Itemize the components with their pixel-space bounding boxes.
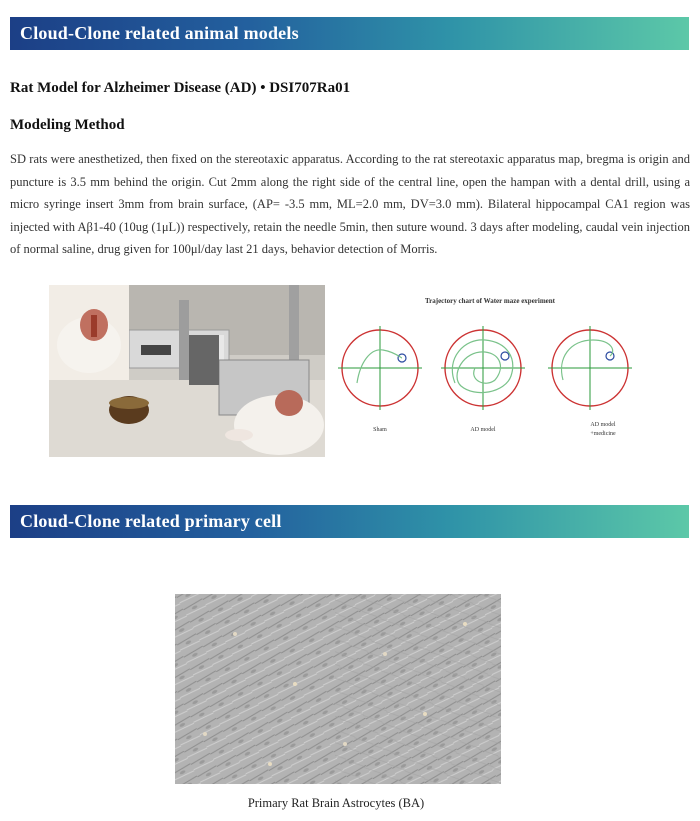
maze-pool-sham <box>338 326 422 410</box>
lab-photo <box>49 285 325 457</box>
chart-title: Trajectory chart of Water maze experiment <box>424 297 556 305</box>
method-heading: Modeling Method <box>10 117 125 133</box>
pool-label-ad-model: AD model <box>470 427 496 433</box>
section-banner-animal-models <box>10 17 689 50</box>
maze-pool-ad-model-medicine <box>548 326 632 410</box>
section-title: Cloud-Clone related animal models <box>20 23 299 43</box>
micrograph-image <box>175 594 501 784</box>
section-banner-primary-cell <box>10 505 689 538</box>
section-title: Cloud-Clone related primary cell <box>20 511 282 531</box>
pool-label-medicine: +medicine <box>590 431 616 437</box>
maze-pool-ad-model <box>441 326 525 410</box>
model-title: Rat Model for Alzheimer Disease (AD) • DSI707Ra01 <box>10 80 351 96</box>
pool-label-sham: Sham <box>373 427 387 433</box>
astrocyte-micrograph <box>175 594 501 784</box>
micrograph-caption: Primary Rat Brain Astrocytes (BA) <box>247 796 425 810</box>
method-paragraph: SD rats were anesthetized, then fixed on the stereotaxic apparatus. According to the rat stereotaxic apparatus map, bregma is origin and puncture is 3.5 mm behind the origin. Cut 2mm along the right side of the central line, open the hampan with a dental drill, using a micro syringe insert 3mm from brain surface, (AP= -3.5 mm, ML=2.0 mm, DV=3.0 mm). Bilateral hippocampal CA1 region was injected with Aβ1-40 (10ug (1μL)) respectively, retain the needle 5min, then suture wound. 3 days after modeling, caudal vein injection of normal saline, drug given for 100μl/day last 21 days, behavior detection of Morris. <box>10 152 690 256</box>
water-maze-trajectory-chart <box>335 288 645 458</box>
pool-label-ad-model-medicine: AD model <box>590 422 616 428</box>
stereotaxic-photo-image <box>49 285 325 457</box>
